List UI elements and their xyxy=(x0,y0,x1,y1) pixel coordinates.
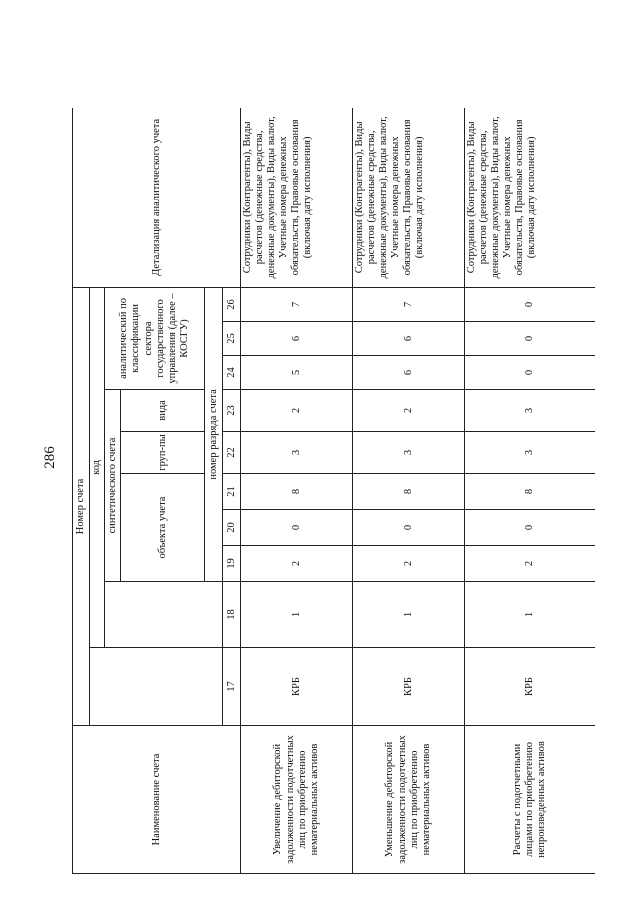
num-25: 25 xyxy=(223,322,241,356)
header-account-number: Номер счета xyxy=(73,287,90,725)
cell-budget: КРБ xyxy=(465,648,595,726)
account-name: Уменьшение дебиторской задолженности подотчетных лиц по приобретению нематериальных активов xyxy=(353,726,465,874)
cell-detail: Сотрудники (Контрагенты), Виды расчетов (денежные средства, денежные документы), Виды валют, Учетные номера денежных обязательств, Правовые основания (включая дату исполнения) xyxy=(241,108,353,287)
cell-activity: 1 xyxy=(465,582,595,648)
cell-detail: Сотрудники (Контрагенты), Виды расчетов (денежные средства, денежные документы), Виды валют, Учетные номера денежных обязательств, Правовые основания (включая дату исполнения) xyxy=(353,108,465,287)
account-name: Увеличение дебиторской задолженности подотчетных лиц по приобретению нематериальных активов xyxy=(241,726,353,874)
cell-object-2: 0 xyxy=(353,510,465,546)
header-detail: Детализация аналитического учета xyxy=(73,108,241,287)
header-group: груп-пы xyxy=(121,432,205,474)
num-23: 23 xyxy=(223,390,241,432)
header-spacer-2 xyxy=(105,582,223,648)
cell-object-3: 8 xyxy=(353,474,465,510)
page-number: 286 xyxy=(41,445,58,469)
num-17: 17 xyxy=(223,648,241,726)
cell-kosgu-3: 7 xyxy=(353,287,465,321)
num-24: 24 xyxy=(223,356,241,390)
cell-object-1: 2 xyxy=(353,546,465,582)
cell-activity: 1 xyxy=(241,582,353,648)
header-digit-row: номер разряда счета xyxy=(205,287,223,581)
cell-kind: 3 xyxy=(465,390,595,432)
accounts-table xyxy=(72,108,595,874)
header-code: код xyxy=(90,287,105,647)
header-object: объекта учета xyxy=(121,474,205,582)
table-row xyxy=(465,108,595,874)
header-kind: вида xyxy=(121,390,205,432)
cell-budget: КРБ xyxy=(353,648,465,726)
cell-kosgu-3: 0 xyxy=(465,287,595,321)
rotated-content xyxy=(72,108,595,874)
num-18: 18 xyxy=(223,582,241,648)
cell-kosgu-2: 6 xyxy=(353,322,465,356)
account-name: Расчеты с подотчетными лицами по приобретению непроизведенных активов xyxy=(465,726,595,874)
cell-group: 3 xyxy=(465,432,595,474)
num-26: 26 xyxy=(223,287,241,321)
header-kosgu: аналитический по классификации сектора государственного управления (далее – КОСГУ) xyxy=(105,287,205,389)
cell-kosgu-1: 6 xyxy=(353,356,465,390)
cell-detail: Сотрудники (Контрагенты), Виды расчетов (денежные средства, денежные документы), Виды валют, Учетные номера денежных обязательств, Правовые основания (включая дату исполнения) xyxy=(465,108,595,287)
header-spacer xyxy=(90,648,223,726)
cell-object-1: 2 xyxy=(241,546,353,582)
cell-kosgu-2: 6 xyxy=(241,322,353,356)
cell-object-2: 0 xyxy=(241,510,353,546)
cell-object-3: 8 xyxy=(465,474,595,510)
cell-object-3: 8 xyxy=(241,474,353,510)
table-row xyxy=(353,108,465,874)
cell-object-2: 0 xyxy=(465,510,595,546)
cell-object-1: 2 xyxy=(465,546,595,582)
cell-kind: 2 xyxy=(241,390,353,432)
cell-group: 3 xyxy=(241,432,353,474)
header-account-name: Наименование счета xyxy=(73,726,241,874)
header-synthetic: синтетического счета xyxy=(105,390,121,582)
cell-budget: КРБ xyxy=(241,648,353,726)
cell-kind: 2 xyxy=(353,390,465,432)
num-21: 21 xyxy=(223,474,241,510)
cell-kosgu-1: 0 xyxy=(465,356,595,390)
cell-activity: 1 xyxy=(353,582,465,648)
num-22: 22 xyxy=(223,432,241,474)
rotated-page xyxy=(72,108,595,874)
table-row xyxy=(241,108,353,874)
cell-group: 3 xyxy=(353,432,465,474)
cell-kosgu-2: 0 xyxy=(465,322,595,356)
cell-kosgu-3: 7 xyxy=(241,287,353,321)
cell-kosgu-1: 5 xyxy=(241,356,353,390)
num-20: 20 xyxy=(223,510,241,546)
header-row-1 xyxy=(73,108,90,874)
num-19: 19 xyxy=(223,546,241,582)
